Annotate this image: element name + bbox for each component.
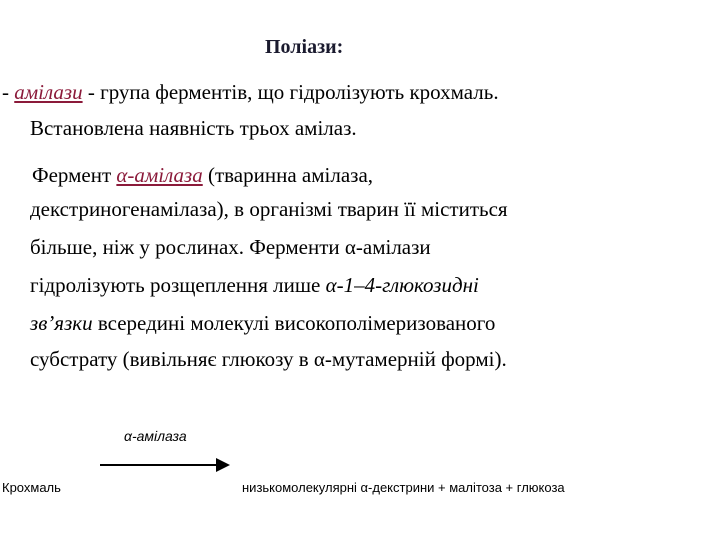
substrate-label: Крохмаль xyxy=(2,480,61,495)
term-amylases: амілази xyxy=(14,80,83,104)
enzyme-label: α-амілаза xyxy=(124,428,187,444)
paragraph-alpha-line5 xyxy=(30,311,495,336)
paragraph-amylases-line2: Встановлена наявність трьох амілаз. xyxy=(30,116,357,140)
text-enzyme: Фермент xyxy=(32,163,117,187)
text-glycosidic: α-1–4-глюкозидні xyxy=(325,273,479,297)
slide-title: Поліази: xyxy=(265,36,344,58)
definition-text: - група ферментів, що гідролізують крохмаль. xyxy=(82,80,499,104)
dash: - xyxy=(2,80,15,104)
text-inside-molecule: всередині молекулі високополімеризованого xyxy=(92,311,496,335)
paragraph-alpha-line3: більше, ніж у рослинах. Ферменти α-амілази xyxy=(30,235,431,259)
arrow-head-icon xyxy=(216,458,230,472)
text-bonds: зв’язки xyxy=(30,311,93,335)
products-label: низькомолекулярні α-декстрини + малітоза + глюкоза xyxy=(242,480,565,495)
text-hydrolyze: гідролізують розщеплення лише xyxy=(30,273,326,297)
reaction-arrow xyxy=(100,464,220,466)
paragraph-alpha-line6: субстрату (вивільняє глюкозу в α-мутамерній формі). xyxy=(30,347,507,371)
paragraph-amylases-line1 xyxy=(2,80,499,105)
text-animal-amylase: (тваринна амілаза, xyxy=(202,163,374,187)
paragraph-alpha-line1 xyxy=(32,163,373,188)
paragraph-alpha-line4 xyxy=(30,273,479,298)
term-alpha-amylase: α-амілаза xyxy=(116,163,203,187)
paragraph-alpha-line2: декстриногенамілаза), в організмі тварин її міститься xyxy=(30,197,508,221)
